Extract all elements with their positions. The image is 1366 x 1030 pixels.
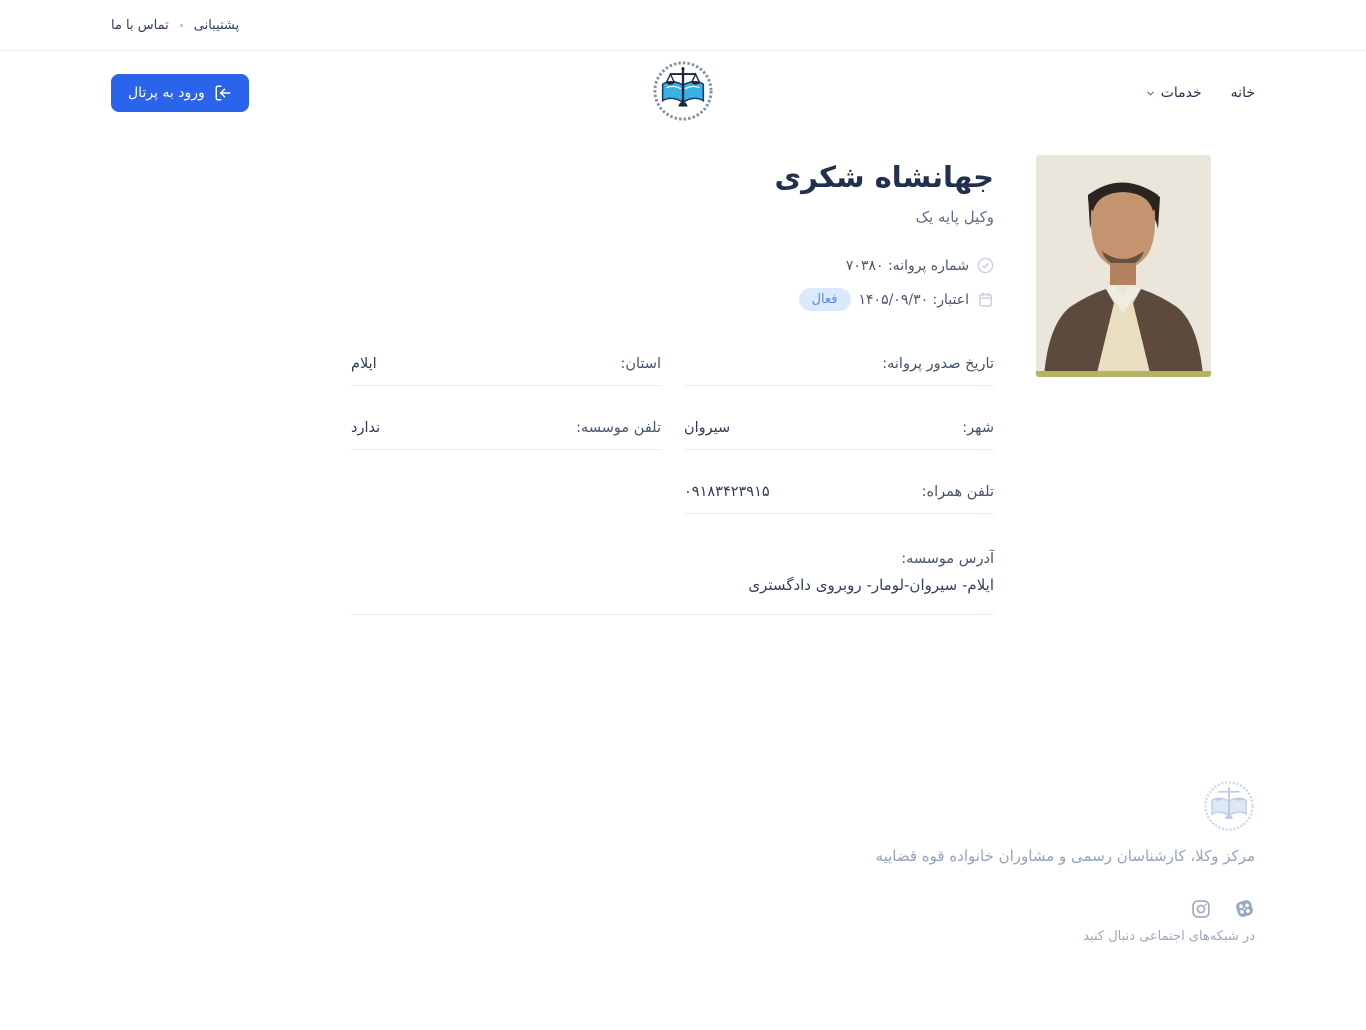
chevron-down-icon xyxy=(1145,88,1156,99)
license-number-text: شماره پروانه: ۷۰۳۸۰ xyxy=(845,257,969,274)
social-caption: در شبکه‌های اجتماعی دنبال کنید xyxy=(1083,929,1255,945)
dot-separator xyxy=(180,24,183,27)
status-badge: فعال xyxy=(799,288,851,311)
topbar-link-support[interactable]: پشتیبانی xyxy=(193,17,240,33)
validity-text: اعتبار: ۱۴۰۵/۰۹/۳۰ xyxy=(858,291,969,308)
nav-item-home[interactable] xyxy=(1231,85,1255,101)
details-grid xyxy=(351,356,994,615)
page-title-lawyer-name: جهانشاه شکری xyxy=(774,160,994,194)
field-issue-date xyxy=(684,356,994,386)
instagram-icon[interactable] xyxy=(1191,899,1211,919)
footer-org-logo xyxy=(1203,780,1255,836)
lawyer-photo xyxy=(1036,155,1211,615)
login-icon xyxy=(214,84,232,102)
field-value: ندارد xyxy=(351,420,381,437)
calendar-icon xyxy=(977,291,994,308)
org-logo[interactable] xyxy=(652,60,714,126)
topbar xyxy=(0,0,1366,51)
lawyer-grade: وکیل پایه یک xyxy=(915,208,994,227)
field-value: سیروان xyxy=(684,420,731,437)
field-label: تاریخ صدور پروانه: xyxy=(882,356,994,373)
field-value: ایلام- سیروان-لومار- روبروی دادگستری xyxy=(748,576,994,595)
nav-item-services[interactable] xyxy=(1145,85,1202,101)
field-province xyxy=(351,356,661,386)
field-value: ۰۹۱۸۳۴۲۳۹۱۵ xyxy=(684,484,770,501)
field-label: آدرس موسسه: xyxy=(901,551,994,568)
footer xyxy=(0,780,1366,1030)
field-label: تلفن موسسه: xyxy=(576,420,661,437)
main-nav xyxy=(1145,85,1255,101)
field-office-phone xyxy=(351,420,661,450)
header xyxy=(0,51,1366,135)
grid-spacer xyxy=(351,484,661,514)
footer-org-name: مرکز وکلا، کارشناسان رسمی و مشاوران خانواده قوه قضاییه xyxy=(875,847,1255,866)
social-links xyxy=(1191,898,1255,919)
nav-services-label: خدمات xyxy=(1160,85,1202,101)
aparat-icon[interactable] xyxy=(1234,898,1255,919)
field-label: شهر: xyxy=(962,420,994,437)
field-value: ایلام xyxy=(351,356,377,373)
field-mobile-phone xyxy=(684,484,994,514)
field-city xyxy=(684,420,994,450)
validity-line xyxy=(351,288,994,311)
nav-home-label: خانه xyxy=(1230,85,1255,101)
check-circle-icon xyxy=(977,257,994,274)
field-label: استان: xyxy=(620,356,661,373)
topbar-link-contact[interactable]: تماس با ما xyxy=(111,17,169,33)
field-office-address xyxy=(351,548,994,615)
login-button-label: ورود به پرتال xyxy=(128,85,205,101)
field-label: تلفن همراه: xyxy=(921,484,994,501)
license-number-line xyxy=(351,257,994,274)
profile-section xyxy=(0,155,1366,615)
login-portal-button[interactable] xyxy=(111,74,249,112)
